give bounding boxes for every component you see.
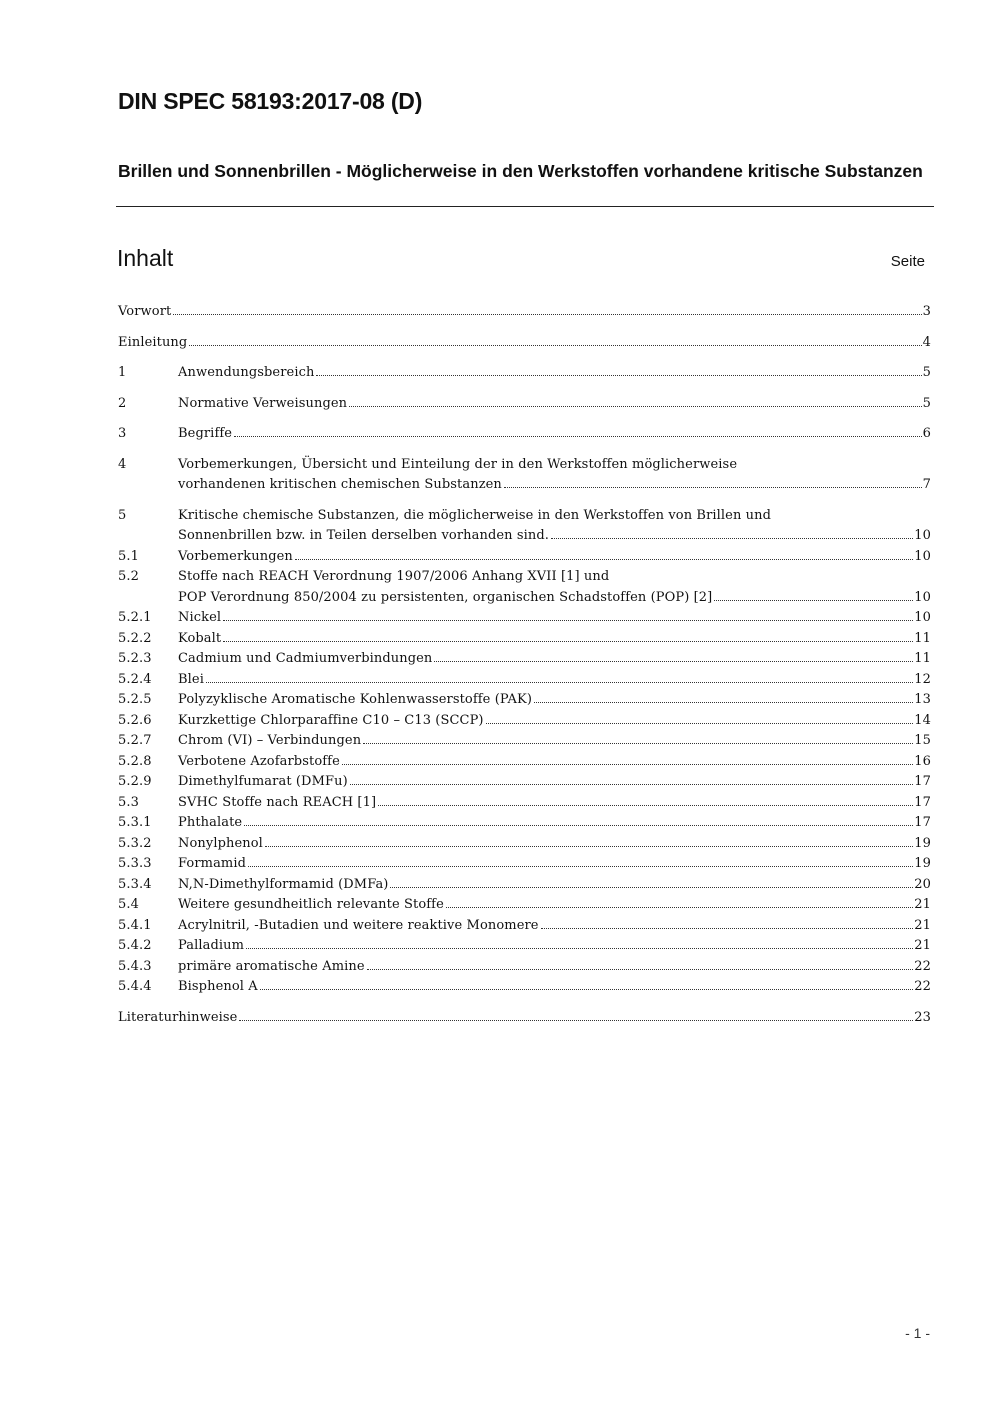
leader-dots — [234, 435, 922, 437]
toc-title: Begriffe — [178, 426, 233, 441]
toc-page: 6 — [922, 426, 931, 441]
table-of-contents — [118, 302, 931, 1028]
leader-dots — [223, 640, 913, 642]
toc-page: 11 — [914, 651, 931, 666]
toc-title: Polyzyklische Aromatische Kohlenwasserstoffe (PAK) — [178, 692, 533, 707]
toc-title: Nonylphenol — [178, 835, 263, 851]
toc-title: Normative Verweisungen — [178, 395, 348, 411]
toc-page: 13 — [914, 692, 931, 707]
leader-dots — [189, 344, 921, 346]
leader-dots — [534, 701, 913, 703]
toc-entry-5-4[interactable] — [118, 895, 931, 916]
toc-page: 15 — [914, 733, 931, 748]
toc-entry-5-2-7[interactable] — [118, 731, 931, 752]
toc-number: 5.3 — [118, 794, 139, 810]
toc-page: 21 — [914, 917, 931, 933]
toc-number: 5.4.3 — [118, 958, 152, 974]
toc-page: 10 — [914, 589, 931, 605]
leader-dots — [265, 845, 913, 847]
toc-title: vorhandenen kritischen chemischen Substanzen — [178, 477, 502, 492]
leader-dots — [390, 886, 913, 888]
toc-title-line1: Kritische chemische Substanzen, die möglicherweise in den Werkstoffen von Brillen und — [178, 507, 772, 523]
document-subtitle: Brillen und Sonnenbrillen - Möglicherweise in den Werkstoffen vorhandene kritische Substanzen — [118, 161, 923, 181]
toc-number: 5.2.3 — [118, 651, 152, 666]
toc-page: 10 — [914, 548, 931, 564]
page-number: - 1 - — [905, 1325, 930, 1341]
toc-number: 5.4.2 — [118, 938, 152, 953]
toc-entry-5-3-4[interactable] — [118, 875, 931, 896]
toc-entry-5-3-2[interactable] — [118, 834, 931, 855]
toc-page: 22 — [914, 979, 931, 994]
toc-number: 5.4.4 — [118, 979, 152, 994]
leader-dots — [206, 681, 913, 683]
toc-entry-5-3-3[interactable] — [118, 854, 931, 875]
leader-dots — [714, 599, 913, 601]
toc-entry-5-2-6[interactable] — [118, 711, 931, 732]
toc-page: 21 — [914, 897, 931, 912]
toc-entry-5-2-4[interactable] — [118, 670, 931, 691]
toc-title: Dimethylfumarat (DMFu) — [178, 774, 348, 789]
toc-title: SVHC Stoffe nach REACH [1] — [178, 794, 377, 810]
leader-dots — [486, 722, 914, 724]
toc-entry-5-4-2[interactable] — [118, 936, 931, 957]
toc-entry-5-2-9[interactable] — [118, 772, 931, 793]
document-title: DIN SPEC 58193:2017-08 (D) — [118, 88, 423, 114]
toc-number: 3 — [118, 426, 127, 441]
leader-dots — [349, 405, 921, 407]
toc-number: 5.3.3 — [118, 856, 152, 871]
leader-dots — [239, 1019, 913, 1021]
toc-entry-1[interactable] — [118, 363, 931, 384]
leader-dots — [367, 968, 914, 970]
toc-number: 5.2.9 — [118, 774, 152, 789]
toc-number: 5.3.2 — [118, 835, 152, 851]
leader-dots — [248, 865, 913, 867]
toc-title: Anwendungsbereich — [178, 365, 315, 380]
toc-number: 5.2.4 — [118, 671, 152, 687]
leader-dots — [316, 374, 921, 376]
toc-number: 5.4.1 — [118, 917, 152, 933]
toc-page: 10 — [914, 610, 931, 625]
toc-page: 22 — [914, 958, 931, 974]
toc-page: 12 — [914, 671, 931, 687]
toc-number: 5.2.6 — [118, 712, 152, 728]
toc-title: Sonnenbrillen bzw. in Teilen derselben vorhanden sind. — [178, 528, 550, 543]
leader-dots — [295, 558, 913, 560]
toc-number: 5.2.1 — [118, 610, 152, 625]
toc-title: Blei — [178, 671, 204, 687]
toc-title: Literaturhinweise — [118, 1009, 238, 1025]
toc-entry-5-2-1[interactable] — [118, 608, 931, 629]
toc-title: Cadmium und Cadmiumverbindungen — [178, 651, 433, 666]
leader-dots — [342, 763, 913, 765]
toc-entry-einleitung[interactable] — [118, 333, 931, 354]
leader-dots — [173, 313, 921, 315]
leader-dots — [446, 906, 913, 908]
toc-number: 5.2 — [118, 569, 139, 584]
toc-number: 5.3.4 — [118, 876, 152, 892]
toc-title: Bisphenol A — [178, 979, 258, 994]
toc-number: 5.4 — [118, 897, 139, 912]
toc-page: 4 — [922, 334, 931, 350]
leader-dots — [260, 988, 914, 990]
toc-page: 17 — [914, 774, 931, 789]
toc-number: 5.3.1 — [118, 815, 152, 830]
toc-title: Formamid — [178, 856, 247, 871]
leader-dots — [434, 660, 913, 662]
toc-entry-5-4-1[interactable] — [118, 916, 931, 937]
toc-page: 20 — [914, 876, 931, 892]
toc-title: Kobalt — [178, 630, 222, 646]
toc-title: Chrom (VI) – Verbindungen — [178, 733, 362, 748]
toc-title: Palladium — [178, 938, 245, 953]
leader-dots — [541, 927, 914, 929]
toc-title: primäre aromatische Amine — [178, 958, 365, 974]
toc-entry-5-2-2[interactable] — [118, 629, 931, 650]
leader-dots — [246, 947, 913, 949]
toc-entry-literaturhinweise[interactable] — [118, 1008, 931, 1029]
toc-entry-5-1[interactable] — [118, 547, 931, 568]
leader-dots — [551, 537, 913, 539]
toc-title: N,N-Dimethylformamid (DMFa) — [178, 876, 389, 892]
toc-number: 2 — [118, 395, 127, 411]
toc-entry-5-4-3[interactable] — [118, 957, 931, 978]
toc-number: 5.2.8 — [118, 753, 152, 769]
toc-number: 5.1 — [118, 548, 139, 564]
toc-title: Nickel — [178, 610, 222, 625]
toc-title: Acrylnitril, -Butadien und weitere reaktive Monomere — [178, 917, 539, 933]
toc-page: 17 — [914, 815, 931, 830]
toc-page: 10 — [914, 528, 931, 543]
toc-title: Weitere gesundheitlich relevante Stoffe — [178, 897, 444, 912]
toc-entry-vorwort[interactable] — [118, 302, 931, 323]
toc-page: 5 — [922, 395, 931, 411]
leader-dots — [504, 486, 922, 488]
toc-entry-5-2[interactable] — [118, 567, 931, 608]
toc-page: 5 — [922, 365, 931, 380]
toc-entry-5-2-8[interactable] — [118, 752, 931, 773]
toc-number: 4 — [118, 456, 127, 472]
toc-number: 5.2.2 — [118, 630, 152, 646]
toc-entry-5-2-5[interactable] — [118, 690, 931, 711]
toc-page: 16 — [914, 753, 931, 769]
leader-dots — [378, 804, 913, 806]
toc-entry-3[interactable] — [118, 424, 931, 445]
toc-title: Vorwort — [118, 304, 172, 319]
toc-entry-5-3-1[interactable] — [118, 813, 931, 834]
toc-page: 17 — [914, 794, 931, 810]
toc-page: 19 — [914, 856, 931, 871]
leader-dots — [363, 742, 913, 744]
toc-page: 19 — [914, 835, 931, 851]
toc-page: 11 — [914, 630, 931, 646]
toc-title: Phthalate — [178, 815, 243, 830]
toc-number: 1 — [118, 365, 127, 380]
toc-heading: Inhalt — [117, 245, 174, 271]
toc-entry-5-2-3[interactable] — [118, 649, 931, 670]
leader-dots — [244, 824, 913, 826]
toc-title: Vorbemerkungen — [178, 548, 293, 564]
toc-page: 23 — [914, 1009, 931, 1025]
toc-title: Verbotene Azofarbstoffe — [178, 753, 340, 769]
toc-title: POP Verordnung 850/2004 zu persistenten, organischen Schadstoffen (POP) [2] — [178, 589, 713, 605]
leader-dots — [350, 783, 913, 785]
toc-number: 5 — [118, 507, 127, 523]
toc-entry-5-3[interactable] — [118, 793, 931, 814]
toc-entry-4[interactable] — [118, 455, 931, 496]
toc-title-line1: Stoffe nach REACH Verordnung 1907/2006 Anhang XVII [1] und — [178, 569, 610, 584]
toc-entry-5[interactable] — [118, 506, 931, 547]
leader-dots — [223, 619, 913, 621]
toc-page: 3 — [922, 304, 931, 319]
title-divider — [116, 206, 934, 207]
toc-title-line1: Vorbemerkungen, Übersicht und Einteilung der in den Werkstoffen möglicherweise — [178, 456, 738, 472]
toc-page: 7 — [922, 477, 931, 492]
toc-page: 14 — [914, 712, 931, 728]
toc-entry-5-4-4[interactable] — [118, 977, 931, 998]
toc-number: 5.2.7 — [118, 733, 152, 748]
toc-title: Kurzkettige Chlorparaffine C10 – C13 (SCCP) — [178, 712, 484, 728]
toc-page: 21 — [914, 938, 931, 953]
toc-title: Einleitung — [118, 334, 188, 350]
toc-number: 5.2.5 — [118, 692, 152, 707]
toc-entry-2[interactable] — [118, 394, 931, 415]
page-column-label: Seite — [890, 253, 925, 270]
